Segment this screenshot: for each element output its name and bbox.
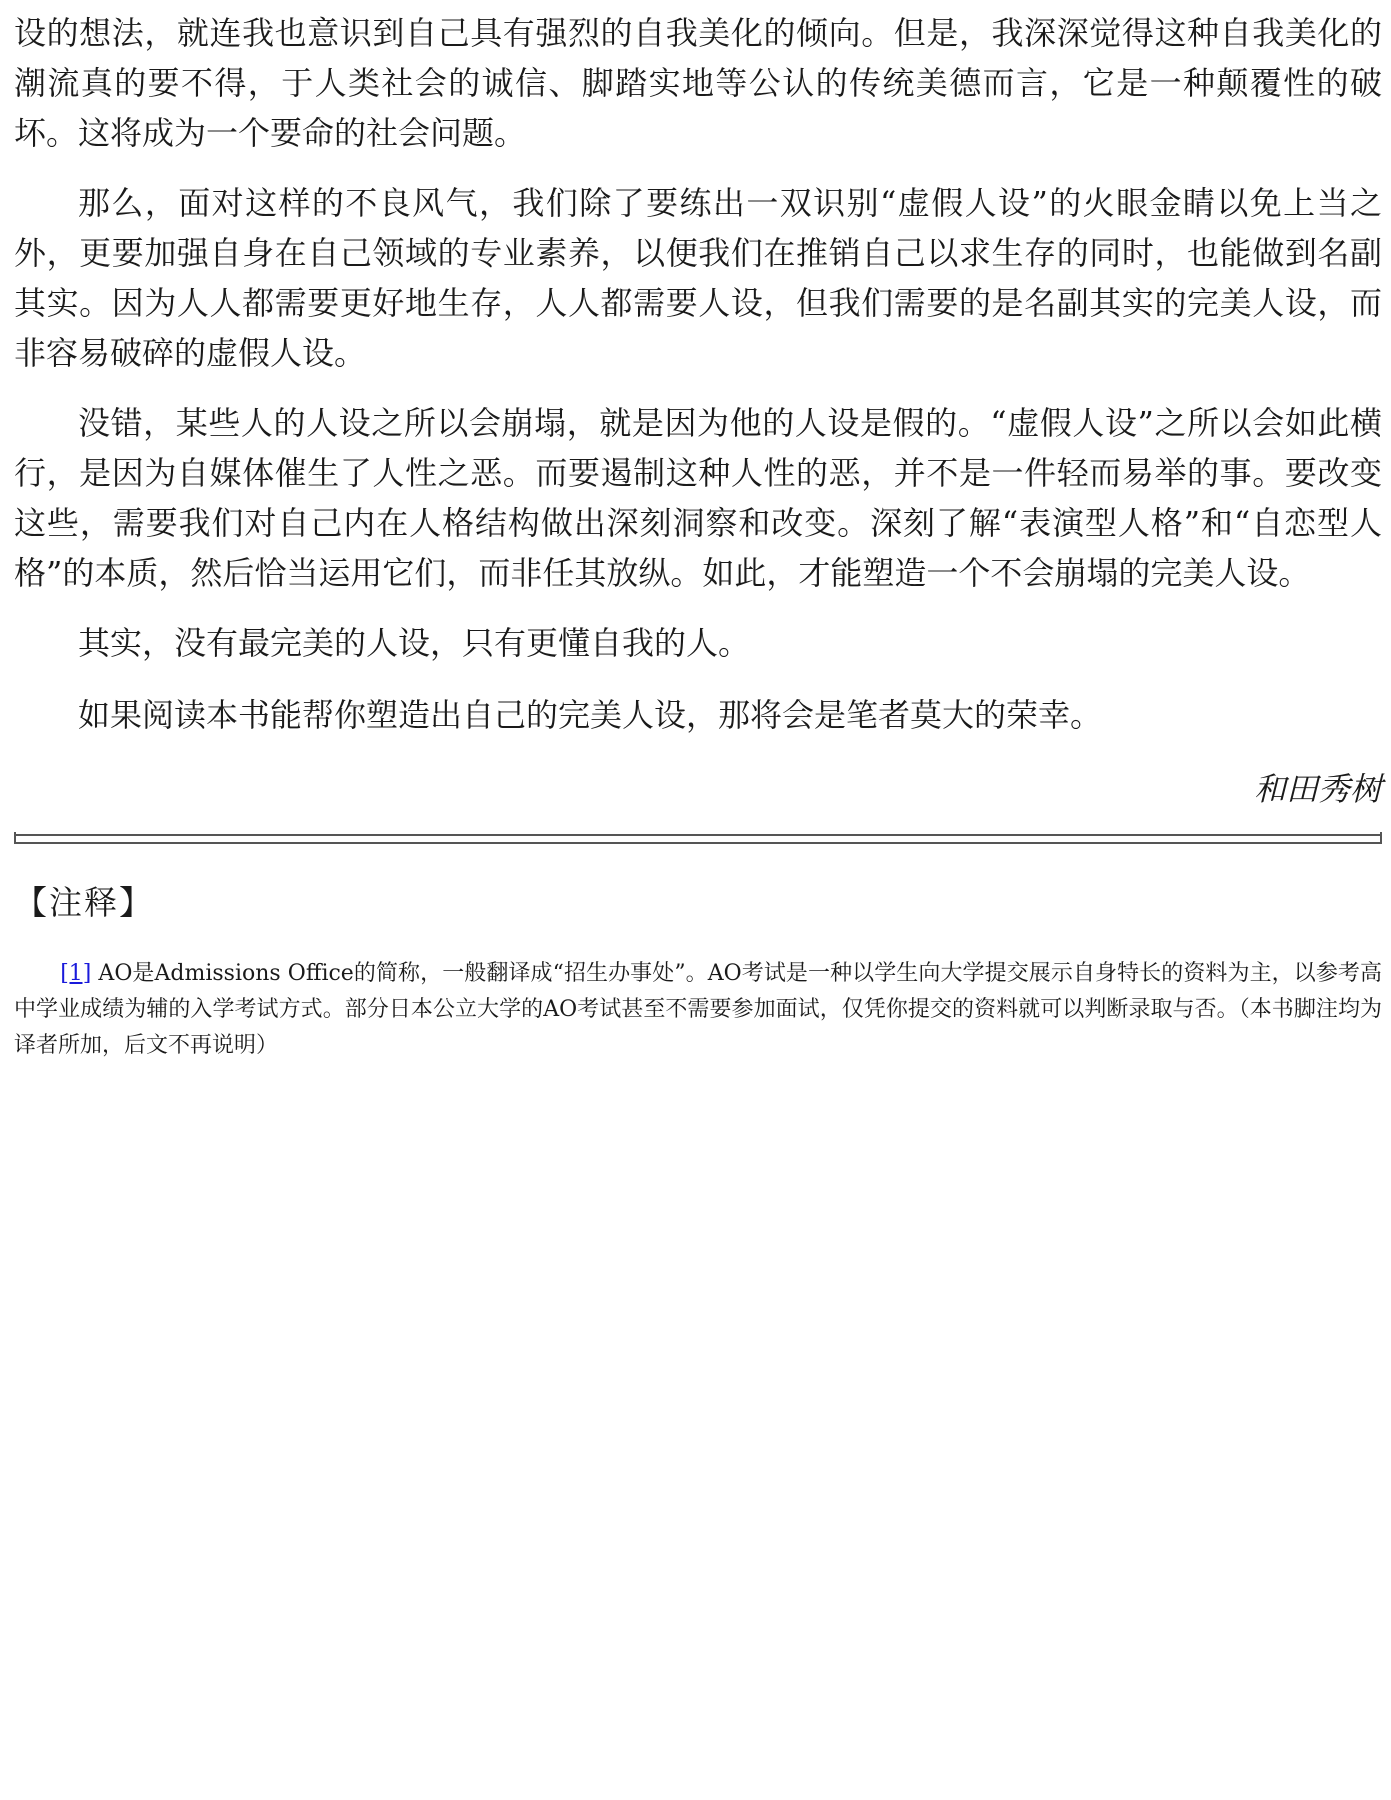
paragraph: 如果阅读本书能帮你塑造出自己的完美人设，那将会是笔者莫大的荣幸。: [78, 696, 1103, 734]
document-page: [14, 0, 1382, 1064]
section-divider: [14, 834, 1382, 844]
paragraph: 那么，面对这样的不良风气，我们除了要练出一双识别“虚假人设”的火眼金睛以免上当之外，更要加强自身在自己领域的专业素养，以便我们在推销自己以求生存的同时，也能做到名副其实。因为人人都需要更好地生存，人人都需要人设，但我们需要的是名副其实的完美人设，而非容易破碎的虚假人设。: [14, 184, 1382, 372]
main-text: [14, 0, 1382, 814]
notes-heading: 【注释】: [14, 883, 154, 922]
paragraph-continued: 设的想法，就连我也意识到自己具有强烈的自我美化的倾向。但是，我深深觉得这种自我美化的潮流真的要不得，于人类社会的诚信、脚踏实地等公认的传统美德而言，它是一种颠覆性的破坏。这将成为一个要命的社会问题。: [14, 14, 1382, 152]
footnote: [14, 956, 1382, 1064]
author-signature: 和田秀树: [1253, 770, 1382, 808]
footnote-link[interactable]: [1]: [60, 961, 92, 986]
footnote-text: AO是Admissions Office的简称，一般翻译成“招生办事处”。AO考试是一种以学生向大学提交展示自身特长的资料为主，以参考高中学业成绩为辅的入学考试方式。部分日本公立大学的AO考试甚至不需要参加面试，仅凭你提交的资料就可以判断录取与否。（本书脚注均为译者所加，后文不再说明）: [14, 961, 1382, 1058]
paragraph: 其实，没有最完美的人设，只有更懂自我的人。: [78, 624, 751, 662]
paragraph: 没错，某些人的人设之所以会崩塌，就是因为他的人设是假的。“虚假人设”之所以会如此横行，是因为自媒体催生了人性之恶。而要遏制这种人性的恶，并不是一件轻而易举的事。要改变这些，需要我们对自己内在人格结构做出深刻洞察和改变。深刻了解“表演型人格”和“自恋型人格”的本质，然后恰当运用它们，而非任其放纵。如此，才能塑造一个不会崩塌的完美人设。: [14, 404, 1382, 592]
